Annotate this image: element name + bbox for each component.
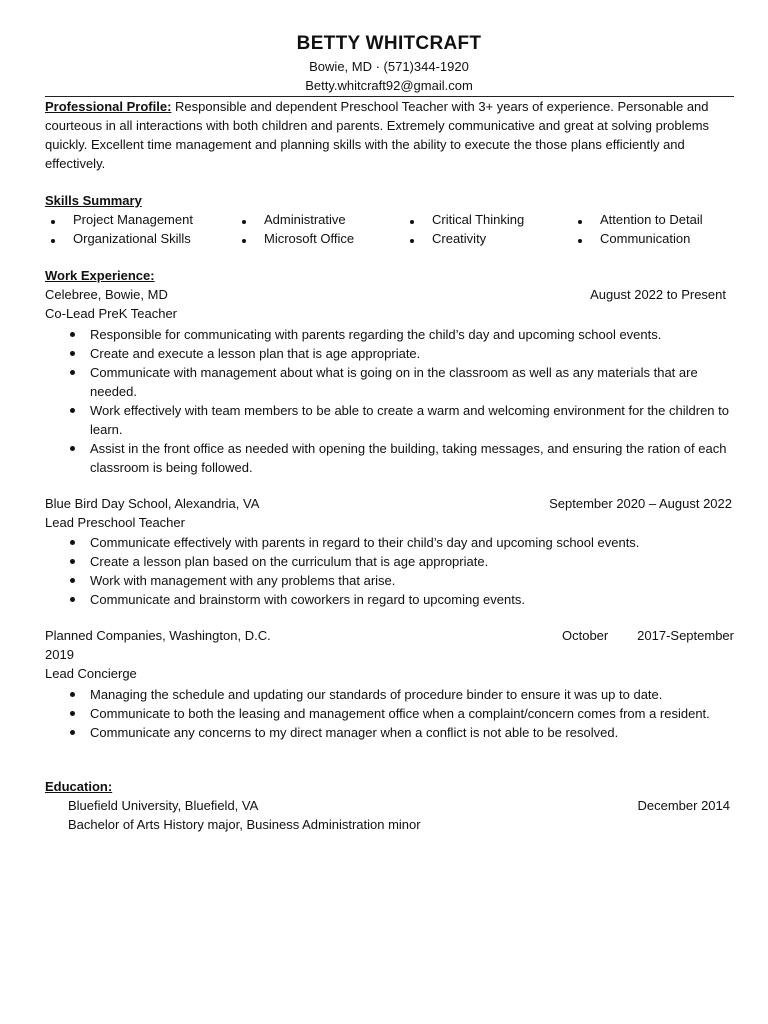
education-date: December 2014: [637, 798, 730, 813]
bullet-dot: [242, 220, 246, 224]
candidate-name: BETTY WHITCRAFT: [296, 33, 482, 54]
job-dates-year: 2019: [45, 647, 74, 662]
profile-text: Responsible and dependent Preschool Teacher with 3+ years of experience. Personable and courteous in all interactions with both children and parents. Extremely communicative and great at solving problems quickly. Excellent time management and planning skills with the ability to execute the those plans efficiently and effectively.: [45, 99, 710, 171]
education-heading: Education:: [45, 779, 113, 794]
bullet-dot: [410, 220, 414, 224]
bullet-dot: [51, 220, 55, 224]
skill-item: Administrative: [264, 212, 346, 227]
professional-profile: [45, 97, 737, 173]
skill-item: Critical Thinking: [432, 212, 525, 227]
list-item: Responsible for communicating with parents regarding the child’s day and upcoming school events.: [68, 325, 736, 344]
job-title: Lead Preschool Teacher: [45, 515, 185, 530]
job-employer: Blue Bird Day School, Alexandria, VA: [45, 496, 260, 511]
job-employer: Planned Companies, Washington, D.C.: [45, 628, 271, 643]
list-item: Communicate with management about what is going on in the classroom as well as any materials that are needed.: [68, 363, 736, 401]
job-title: Co-Lead PreK Teacher: [45, 306, 178, 321]
list-item: Managing the schedule and updating our standards of procedure binder to ensure it was up to date.: [68, 685, 736, 704]
bullet-dot: [51, 239, 55, 243]
list-item: Communicate and brainstorm with coworkers in regard to upcoming events.: [68, 590, 736, 609]
skills-heading: Skills Summary: [45, 193, 142, 208]
bullet-dot: [410, 239, 414, 243]
job-title: Lead Concierge: [45, 666, 137, 681]
location-phone: Bowie, MD · (571)344-1920: [309, 59, 469, 74]
list-item: Assist in the front office as needed with opening the building, taking messages, and ensuring the ration of each classroom is being followed.: [68, 439, 736, 477]
job-responsibilities: [68, 533, 736, 609]
email-address: Betty.whitcraft92@gmail.com: [305, 78, 473, 93]
list-item: Communicate to both the leasing and management office when a complaint/concern comes from a resident.: [68, 704, 736, 723]
list-item: Communicate effectively with parents in regard to their child’s day and upcoming school events.: [68, 533, 736, 552]
skill-item: Creativity: [432, 231, 487, 246]
skill-item: Microsoft Office: [264, 231, 355, 246]
skill-item: Organizational Skills: [73, 231, 191, 246]
job-dates-start: October: [562, 628, 609, 643]
list-item: Create a lesson plan based on the curriculum that is age appropriate.: [68, 552, 736, 571]
list-item: Communicate any concerns to my direct manager when a conflict is not able to be resolved.: [68, 723, 736, 742]
list-item: Create and execute a lesson plan that is age appropriate.: [68, 344, 736, 363]
bullet-dot: [578, 239, 582, 243]
work-heading: Work Experience:: [45, 268, 155, 283]
skill-item: Attention to Detail: [600, 212, 703, 227]
job-responsibilities: [68, 325, 736, 477]
education-school: Bluefield University, Bluefield, VA: [68, 798, 259, 813]
skill-item: Communication: [600, 231, 691, 246]
job-dates: September 2020 – August 2022: [549, 496, 732, 511]
job-dates: August 2022 to Present: [590, 287, 726, 302]
job-dates-end: 2017-September: [637, 628, 734, 643]
list-item: Work with management with any problems that arise.: [68, 571, 736, 590]
job-employer: Celebree, Bowie, MD: [45, 287, 168, 302]
list-item: Work effectively with team members to be able to create a warm and welcoming environment for the children to learn.: [68, 401, 736, 439]
job-responsibilities: [68, 685, 736, 742]
bullet-dot: [578, 220, 582, 224]
bullet-dot: [242, 239, 246, 243]
profile-label: Professional Profile:: [45, 99, 172, 114]
skill-item: Project Management: [73, 212, 193, 227]
education-degree: Bachelor of Arts History major, Business Administration minor: [68, 817, 421, 832]
